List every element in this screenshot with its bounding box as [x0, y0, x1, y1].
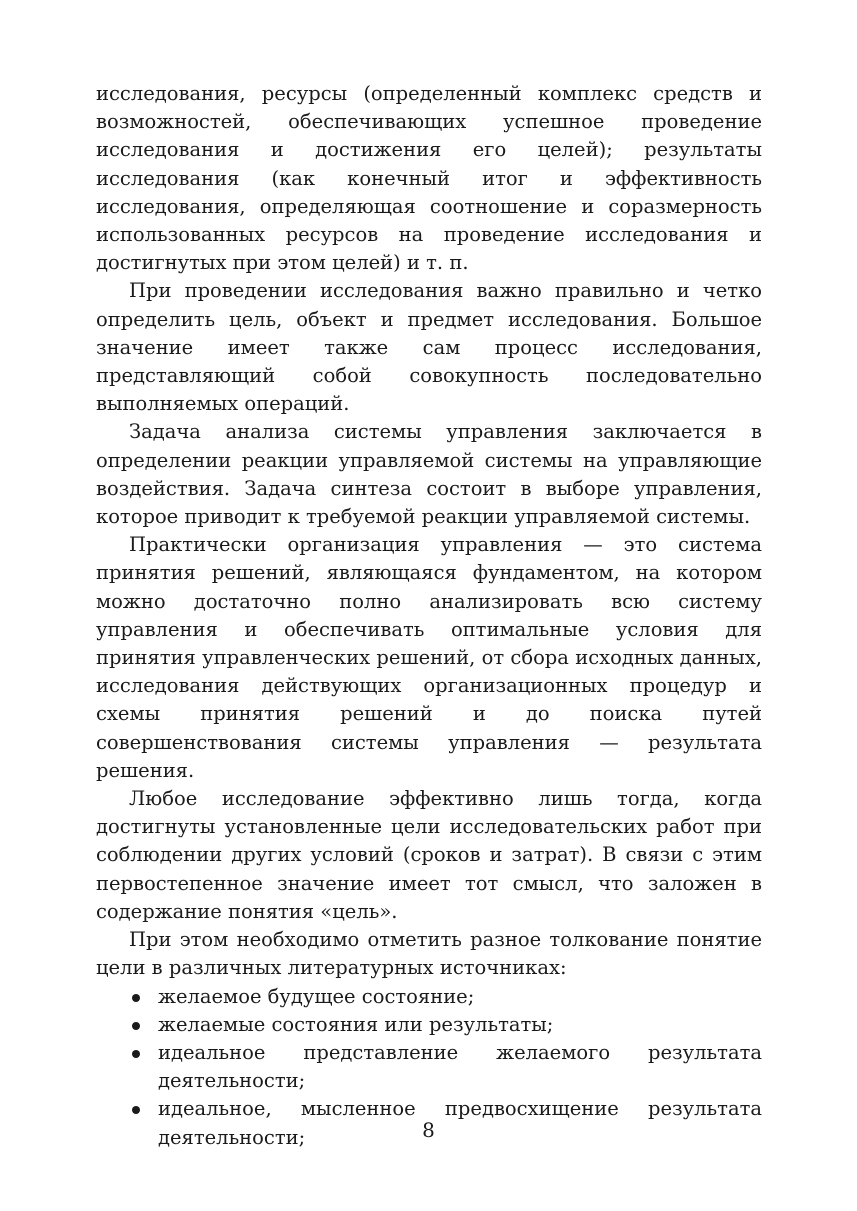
bullet-icon [132, 994, 140, 1002]
list-item [96, 1011, 762, 1039]
list-item-text: идеальное представление желаемого результата деятельности; [158, 1040, 762, 1093]
list-item-text: желаемое будущее состояние; [158, 984, 475, 1008]
paragraph: Практически организация управления — это система принятия решений, являющаяся фундаментом, на котором можно достаточно полно анализировать всю систему управления и обеспечивать оптимальные условия для принятия управленческих решений, от сбора исходных данных, исследования действующих организационных процедур и схемы принятия решений и до поиска путей совершенствования системы управления — результата решения. [96, 533, 762, 782]
page-body [96, 80, 762, 1152]
paragraph-continuation: исследования, ресурсы (определенный комплекс средств и возможностей, обеспечивающих успешное проведение исследования и достижения его целей); результаты исследования (как конечный итог и эффективность исследования, определяющая соотношение и соразмерность использованных ресурсов на проведение исследования и достигнутых при этом целей) и т. п. [96, 82, 762, 275]
paragraph: Задача анализа системы управления заключается в определении реакции управляемой системы на управляющие воздействия. Задача синтеза состоит в выборе управления, которое приводит к требуемой реакции управляемой системы. [96, 420, 762, 529]
list-item-text: идеальное, мысленное предвосхищение результата деятельности; [158, 1097, 762, 1149]
page-number: 8 [422, 1118, 435, 1142]
bullet-icon [132, 1106, 140, 1114]
paragraph: При этом необходимо отметить разное толкование понятие цели в различных литературных источниках: [96, 928, 762, 980]
list-item [96, 1039, 762, 1095]
bullet-icon [132, 1050, 140, 1058]
list-item [96, 983, 762, 1011]
paragraph: Любое исследование эффективно лишь тогда, когда достигнуты установленные цели исследовательских работ при соблюдении других условий (сроков и затрат). В связи с этим первостепенное значение имеет тот смысл, что заложен в содержание понятия «цель». [96, 787, 762, 923]
list-item-text: желаемые состояния или результаты; [158, 1012, 554, 1036]
paragraph: При проведении исследования важно правильно и четко определить цель, объект и предмет исследования. Большое значение имеет также сам процесс исследования, представляющий собой совокупность последовательно выполняемых операций. [96, 279, 762, 416]
bullet-icon [132, 1022, 140, 1030]
